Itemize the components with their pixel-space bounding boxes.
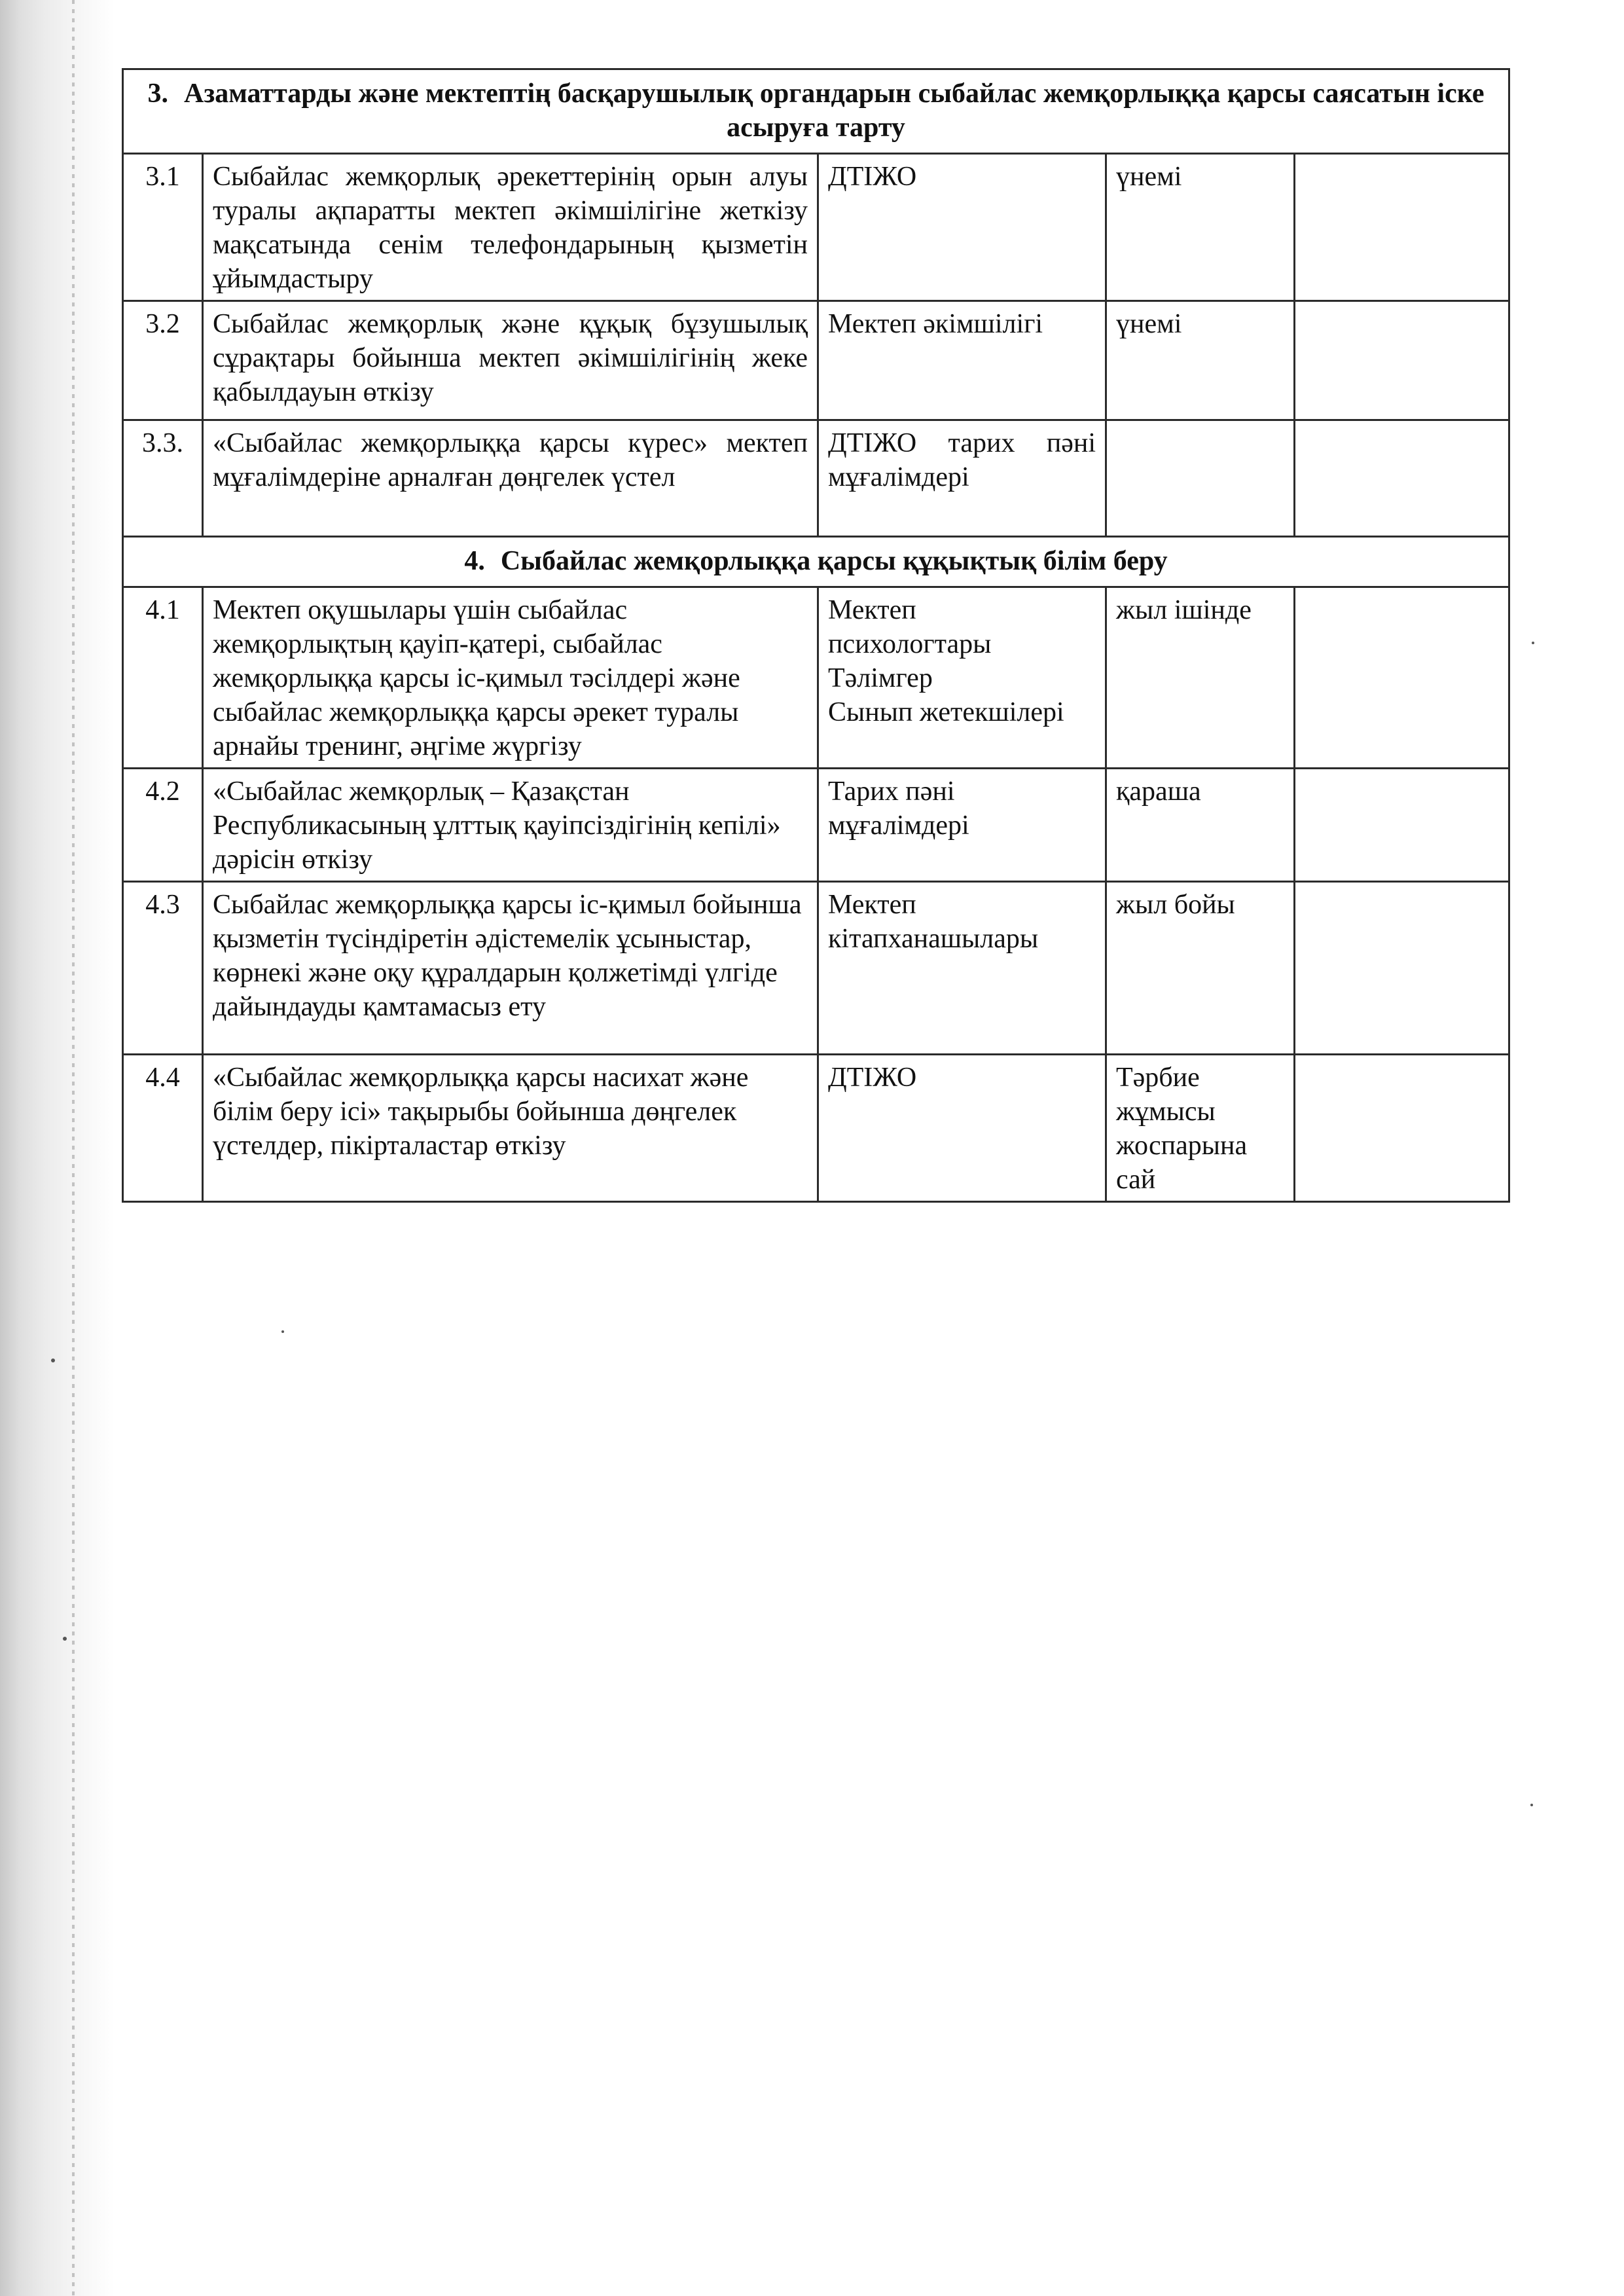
row-action: Мектеп оқушылары үшін сыбайлас жемқорлықтың қауіп-қатері, сыбайлас жемқорлыққа қарсы іс-қимыл тәсілдері және сыбайлас жемқорлыққа қарсы әрекет туралы арнайы тренинг, әңгіме жүргізу [203, 587, 818, 769]
row-responsible [818, 587, 1106, 769]
responsible-line: кітапханашылары [828, 924, 1039, 954]
row-number: 4.2 [123, 769, 203, 882]
row-action: Сыбайлас жемқорлыққа қарсы іс-қимыл бойынша қызметін түсіндіретін әдістемелік ұсыныстар, көрнекі және оқу құралдарын қолжетімді үлгіде дайындауды қамтамасыз ету [203, 882, 818, 1055]
row-action: «Сыбайлас жемқорлық – Қазақстан Республикасының ұлттық қауіпсіздігінің кепілі» дәрісін өткізу [203, 769, 818, 882]
section-4-title: Сыбайлас жемқорлыққа қарсы құқықтық білім беру [500, 546, 1168, 576]
row-responsible: ДТІЖО [818, 154, 1106, 301]
section-4-header [123, 537, 1509, 587]
row-term: жыл ішінде [1106, 587, 1295, 769]
section-3-header [123, 69, 1509, 154]
responsible-line: Тарих пәні [828, 776, 955, 807]
scan-speck [1530, 1804, 1533, 1806]
row-term: үнемі [1106, 301, 1295, 420]
action-plan-table [122, 68, 1510, 1203]
table-row [123, 587, 1509, 769]
row-action: «Сыбайлас жемқорлыққа қарсы насихат және білім беру ісі» тақырыбы бойынша дөңгелек үстелдер, пікірталастар өткізу [203, 1055, 818, 1202]
row-note [1295, 769, 1509, 882]
row-note [1295, 1055, 1509, 1202]
term-line: жоспарына [1116, 1131, 1248, 1161]
row-number: 3.3. [123, 420, 203, 537]
row-responsible [818, 1055, 1106, 1202]
scan-speck [1532, 642, 1534, 644]
responsible-line: Мектеп [828, 890, 916, 920]
table-row [123, 154, 1509, 301]
row-action: Сыбайлас жемқорлық әрекеттерінің орын алуы туралы ақпаратты мектеп әкімшілігіне жеткізу мақсатында сенім телефондарының қызметін ұйымдастыру [203, 154, 818, 301]
row-number: 4.3 [123, 882, 203, 1055]
table-row [123, 420, 1509, 537]
row-term [1106, 1055, 1295, 1202]
table-row [123, 882, 1509, 1055]
responsible-line: Тәлімгер [828, 663, 933, 693]
row-action: Сыбайлас жемқорлық және құқық бұзушылық сұрақтары бойынша мектеп әкімшілігінің жеке қабылдауын өткізу [203, 301, 818, 420]
row-note [1295, 420, 1509, 537]
row-number: 3.2 [123, 301, 203, 420]
scan-speck [51, 1358, 55, 1362]
section-4-number: 4. [464, 546, 485, 576]
row-responsible: ДТІЖО тарих пәні мұғалімдері [818, 420, 1106, 537]
responsible-line: Мектеп [828, 595, 916, 625]
row-responsible [818, 882, 1106, 1055]
table-row [123, 769, 1509, 882]
scan-speck [63, 1637, 67, 1641]
row-responsible: Мектеп әкімшілігі [818, 301, 1106, 420]
section-3-number: 3. [147, 79, 168, 109]
row-term: үнемі [1106, 154, 1295, 301]
row-term: жыл бойы [1106, 882, 1295, 1055]
section-3-title-cell [123, 69, 1509, 154]
row-term [1106, 420, 1295, 537]
table-row [123, 1055, 1509, 1202]
row-note [1295, 154, 1509, 301]
responsible-line: Сынып жетекшілері [828, 697, 1064, 727]
term-line: Тәрбие [1116, 1063, 1200, 1093]
row-note [1295, 587, 1509, 769]
responsible-line: психологтары [828, 629, 992, 659]
section-3-title: Азаматтарды және мектептің басқарушылық органдарын сыбайлас жемқорлыққа қарсы саясатын іске асыруға тарту [184, 79, 1485, 143]
term-line: жұмысы [1116, 1097, 1216, 1127]
responsible-line: мұғалімдері [828, 811, 969, 841]
responsible-line: ДТІЖО [828, 1063, 917, 1093]
row-note [1295, 301, 1509, 420]
row-term: қараша [1106, 769, 1295, 882]
row-number: 4.1 [123, 587, 203, 769]
scan-speck [281, 1330, 284, 1333]
scan-edge-shadow [0, 0, 115, 2296]
row-number: 3.1 [123, 154, 203, 301]
row-number: 4.4 [123, 1055, 203, 1202]
row-note [1295, 882, 1509, 1055]
row-responsible [818, 769, 1106, 882]
row-action: «Сыбайлас жемқорлыққа қарсы күрес» мектеп мұғалімдеріне арналған дөңгелек үстел [203, 420, 818, 537]
table-row [123, 301, 1509, 420]
section-4-title-cell [123, 537, 1509, 587]
term-line: сай [1116, 1165, 1156, 1195]
